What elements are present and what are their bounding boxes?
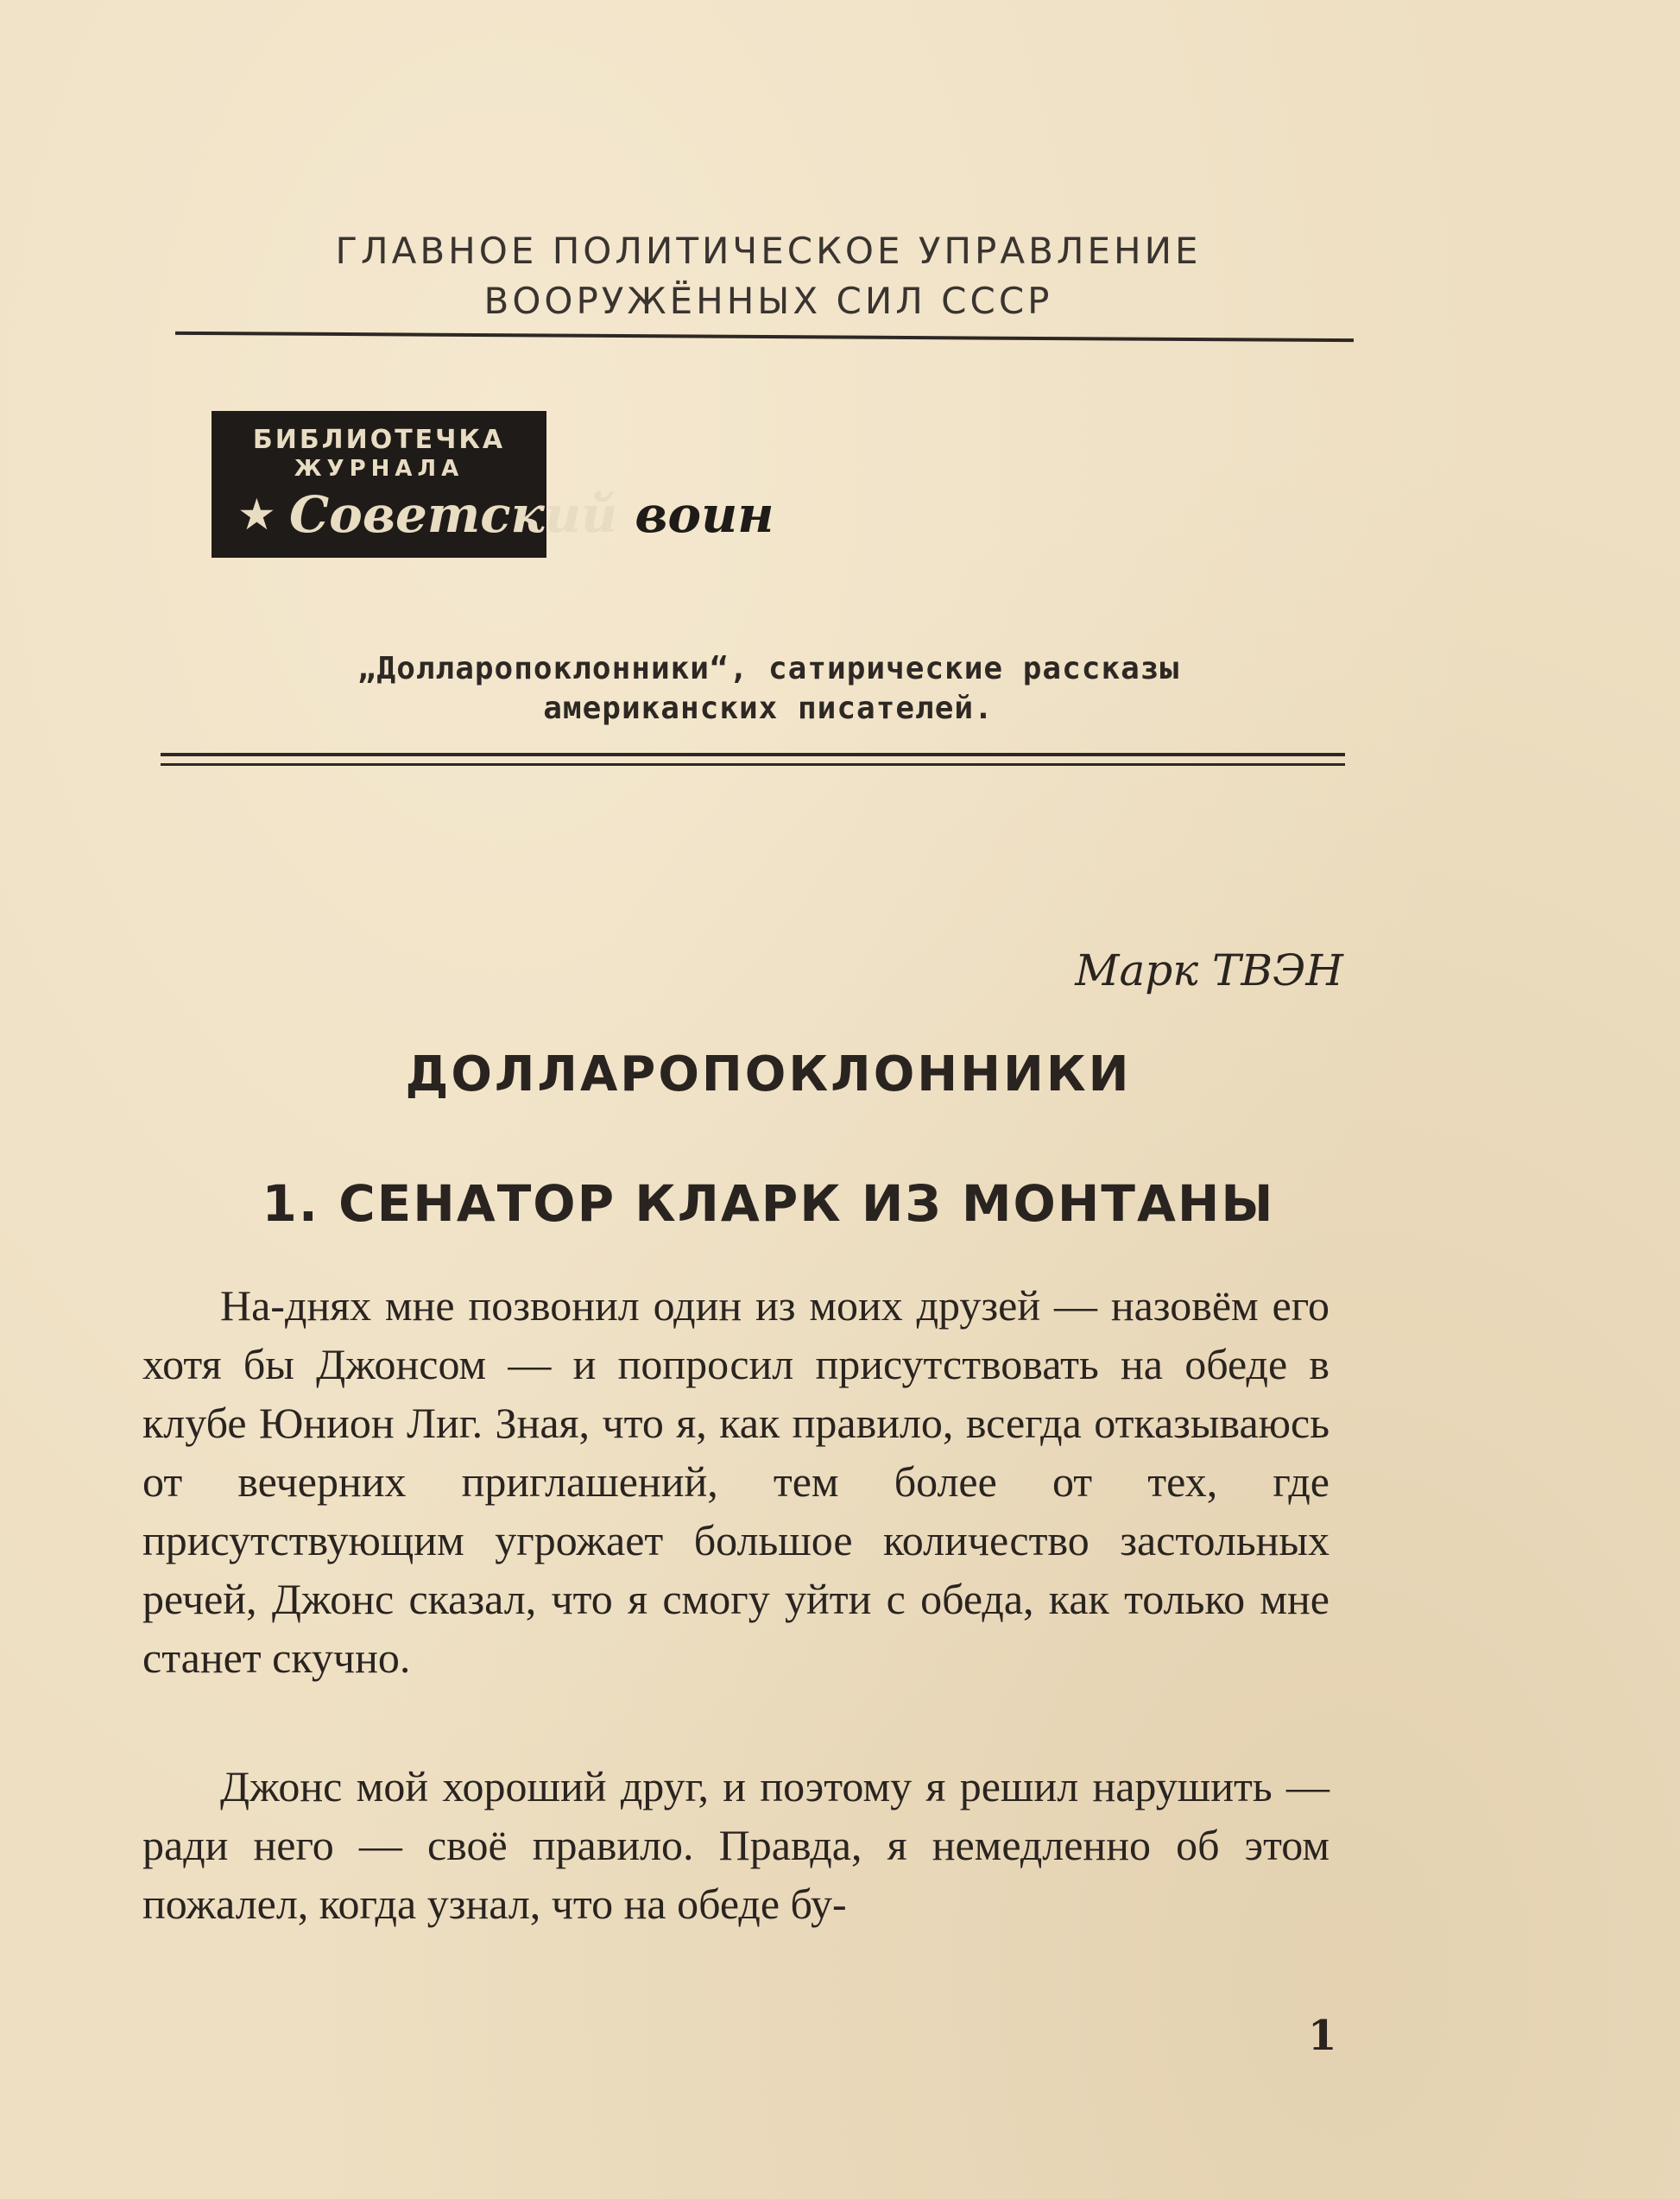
subtitle-line-2: американских писателей. <box>543 691 994 726</box>
author-name: Марк ТВЭН <box>1075 945 1343 995</box>
paragraph-text: Джонс мой хороший друг, и поэтому я решил нарушить — ради него — своё правило. Правда, я немедленно об этом пожалел, когда узнал, что на обеде бу- <box>142 1762 1329 1928</box>
paragraph-text: На-днях мне позвонил один из моих друзей — назовём его хотя бы Джонсом — и попросил присутствовать на обеде в клубе Юнион Лиг. Зная, что я, как правило, всегда отказываюсь от вечерних приглашений, тем более от тех, где присутствующим угрожает большое количество застольных речей, Джонс сказал, что я смогу уйти с обеда, как только мне станет скучно. <box>142 1281 1329 1682</box>
header-rule <box>175 332 1354 342</box>
body-paragraph-2 <box>142 1757 1329 1933</box>
logo-name-part-2: воин <box>617 485 774 544</box>
logo-line-1: БИБЛИОТЕЧКА <box>252 425 506 455</box>
series-logo <box>212 411 774 558</box>
publisher-line-2: ВООРУЖЁННЫХ СИЛ СССР <box>483 280 1053 322</box>
star-icon: ★ <box>237 490 276 540</box>
logo-line-2: ЖУРНАЛА <box>294 456 464 482</box>
body-paragraph-1 <box>142 1276 1329 1687</box>
chapter-heading: 1. СЕНАТОР КЛАРК ИЗ МОНТАНЫ <box>262 1174 1275 1233</box>
logo-magazine-name <box>289 487 774 542</box>
page-number: 1 <box>1308 2012 1337 2060</box>
collection-subtitle <box>285 649 1252 729</box>
publisher-header <box>173 226 1364 326</box>
double-rule-bottom <box>161 763 1345 766</box>
double-rule-top <box>161 753 1345 756</box>
subtitle-line-1: „Долларопоклонники“, сатирические рассказы <box>357 651 1180 686</box>
logo-name-part-1: Советский <box>289 485 618 544</box>
publisher-line-1: ГЛАВНОЕ ПОЛИТИЧЕСКОЕ УПРАВЛЕНИЕ <box>335 230 1202 272</box>
story-title: ДОЛЛАРОПОКЛОННИКИ <box>405 1046 1132 1103</box>
